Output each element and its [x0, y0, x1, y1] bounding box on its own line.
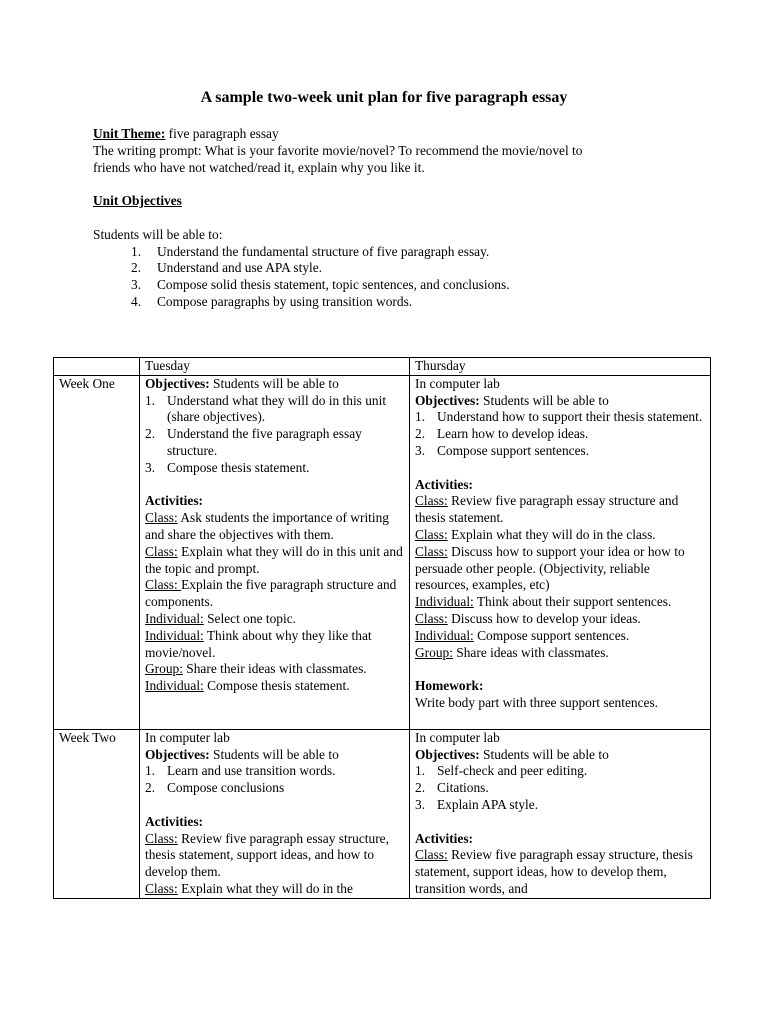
week-two-row [54, 729, 711, 898]
activity-item: Class: Explain what they will do in the [145, 880, 353, 896]
unit-theme-label: Unit Theme: [93, 126, 166, 141]
activities-heading: Activities: [145, 493, 204, 509]
header-thursday: Thursday [410, 358, 711, 376]
list-item: 3. Compose thesis statement. [145, 459, 310, 475]
unit-objective: 2. Understand and use APA style. [131, 260, 323, 276]
activity-item: Class: Explain the five paragraph structure and components. [145, 577, 397, 610]
students-intro: Students will be able to: [93, 226, 223, 242]
activity-item: Class: Ask students the importance of writing and share the objectives with them. [145, 510, 389, 542]
location-line: In computer lab [415, 729, 500, 745]
list-item: 1. Understand how to support their thesis statement. [415, 409, 703, 425]
week-one-tuesday-cell: Objectives: Students will be able to 1. Understand what they will do in this unit (share objectives). 2. Understand the five paragraph essay structure. 3. Compose thesis statement. Activities: Class: Ask students the importance of writing and share the objectives with them. Class: Explain what they will do in this unit and the topic and prompt. Class: Explain the five paragraph structure and components. Individual: Select one topic. Individual: Think about why they like that movie/novel. Group: Share their ideas with classmates. Individual: Compose thesis statement. [140, 375, 410, 729]
unit-theme-line [93, 126, 713, 143]
activity-item: Individual: Compose thesis statement. [145, 678, 350, 694]
week-one-row [54, 375, 711, 729]
list-item: 1. Learn and use transition words. [145, 763, 336, 779]
activity-item: Class: Review five paragraph essay structure and thesis statement. [415, 493, 679, 526]
activity-item: Individual: Think about why they like that movie/novel. [145, 627, 372, 660]
list-item: 2. Compose conclusions [145, 780, 285, 796]
location-line: In computer lab [145, 729, 230, 745]
week-one-thursday-cell: In computer lab Objectives: Students will be able to 1. Understand how to support their thesis statement. 2. Learn how to develop ideas. 3. Compose support sentences. Activities: Class: Review five paragraph essay structure and thesis statement. Class: Explain what they will do in the class. Class: Discuss how to support your idea or how to persuade other people. (Objectivity, reliable resources, examples, etc) Individual: Think about their support sentences. Class: Discuss how to develop your ideas. Individual: Compose support sentences. Group: Share ideas with classmates. Homework: Write body part with three support sentences. [410, 375, 711, 729]
activity-item: Class: Discuss how to support your idea or how to persuade other people. (Objectivity, reliable resources, examples, etc) [415, 543, 685, 593]
activity-item: Individual: Select one topic. [145, 610, 296, 626]
activity-item: Class: Explain what they will do in the class. [415, 526, 656, 542]
activity-item: Individual: Think about their support sentences. [415, 594, 672, 610]
list-item: 3. Explain APA style. [415, 796, 539, 812]
week-one-label: Week One [54, 375, 140, 729]
week-one-tuesday-objectives [145, 393, 406, 477]
header-blank-cell [54, 358, 140, 376]
list-item: 2. Understand the five paragraph essay structure. [145, 426, 362, 458]
activity-item: Class: Review five paragraph essay structure, thesis statement, support ideas, how to develop them, transition words, and [415, 847, 693, 896]
homework-heading: Homework: [415, 678, 484, 694]
list-item: 3. Compose support sentences. [415, 442, 590, 458]
week-two-thursday-cell: In computer lab Objectives: Students will be able to 1. Self-check and peer editing. 2. Citations. 3. Explain APA style. Activities: Class: Review five paragraph essay structure, thesis statement, support ideas, how to develop them, transition words, and [410, 729, 711, 898]
activity-item: Class: Explain what they will do in this unit and the topic and prompt. [145, 543, 403, 576]
unit-objectives-list [93, 244, 713, 311]
week-two-tuesday-objectives [145, 763, 406, 797]
activities-heading: Activities: [415, 476, 474, 492]
unit-objective: 4. Compose paragraphs by using transition words. [131, 293, 413, 309]
list-item: 1. Self-check and peer editing. [415, 763, 588, 779]
unit-objective: 3. Compose solid thesis statement, topic sentences, and conclusions. [131, 277, 510, 293]
activity-item: Individual: Compose support sentences. [415, 627, 630, 643]
header-tuesday: Tuesday [140, 358, 410, 376]
list-item: 2. Learn how to develop ideas. [415, 426, 589, 442]
unit-plan-table [53, 357, 711, 899]
activity-item: Group: Share their ideas with classmates. [145, 661, 367, 677]
week-two-tuesday-cell: In computer lab Objectives: Students will be able to 1. Learn and use transition words. 2. Compose conclusions Activities: Class: Review five paragraph essay structure, thesis statement, support ideas, and how to develop them. Class: Explain what they will do in the [140, 729, 410, 898]
writing-prompt-line-2: friends who have not watched/read it, explain why you like it. [93, 159, 425, 175]
document-title: A sample two-week unit plan for five paragraph essay [200, 89, 568, 106]
week-two-label: Week Two [54, 729, 140, 898]
activity-item: Class: Discuss how to develop your ideas. [415, 610, 641, 626]
unit-theme-value: five paragraph essay [165, 126, 279, 141]
writing-prompt-line-1: The writing prompt: What is your favorite movie/novel? To recommend the movie/novel to [93, 142, 583, 158]
intro-section [93, 126, 713, 311]
week-one-thursday-objectives [415, 409, 707, 459]
unit-objectives-heading: Unit Objectives [93, 193, 182, 209]
location-line: In computer lab [415, 375, 500, 391]
list-item: 2. Citations. [415, 780, 489, 796]
activities-heading: Activities: [145, 813, 204, 829]
homework-text: Write body part with three support sentences. [415, 694, 659, 710]
table-header-row [54, 358, 711, 376]
activity-item: Class: Review five paragraph essay structure, thesis statement, support ideas, and how to develop them. [145, 830, 389, 880]
unit-objective: 1. Understand the fundamental structure of five paragraph essay. [131, 243, 490, 259]
week-two-thursday-objectives [415, 763, 707, 813]
list-item: 1. Understand what they will do in this unit (share objectives). [145, 392, 387, 425]
activity-item: Group: Share ideas with classmates. [415, 644, 609, 660]
activities-heading: Activities: [415, 830, 474, 846]
